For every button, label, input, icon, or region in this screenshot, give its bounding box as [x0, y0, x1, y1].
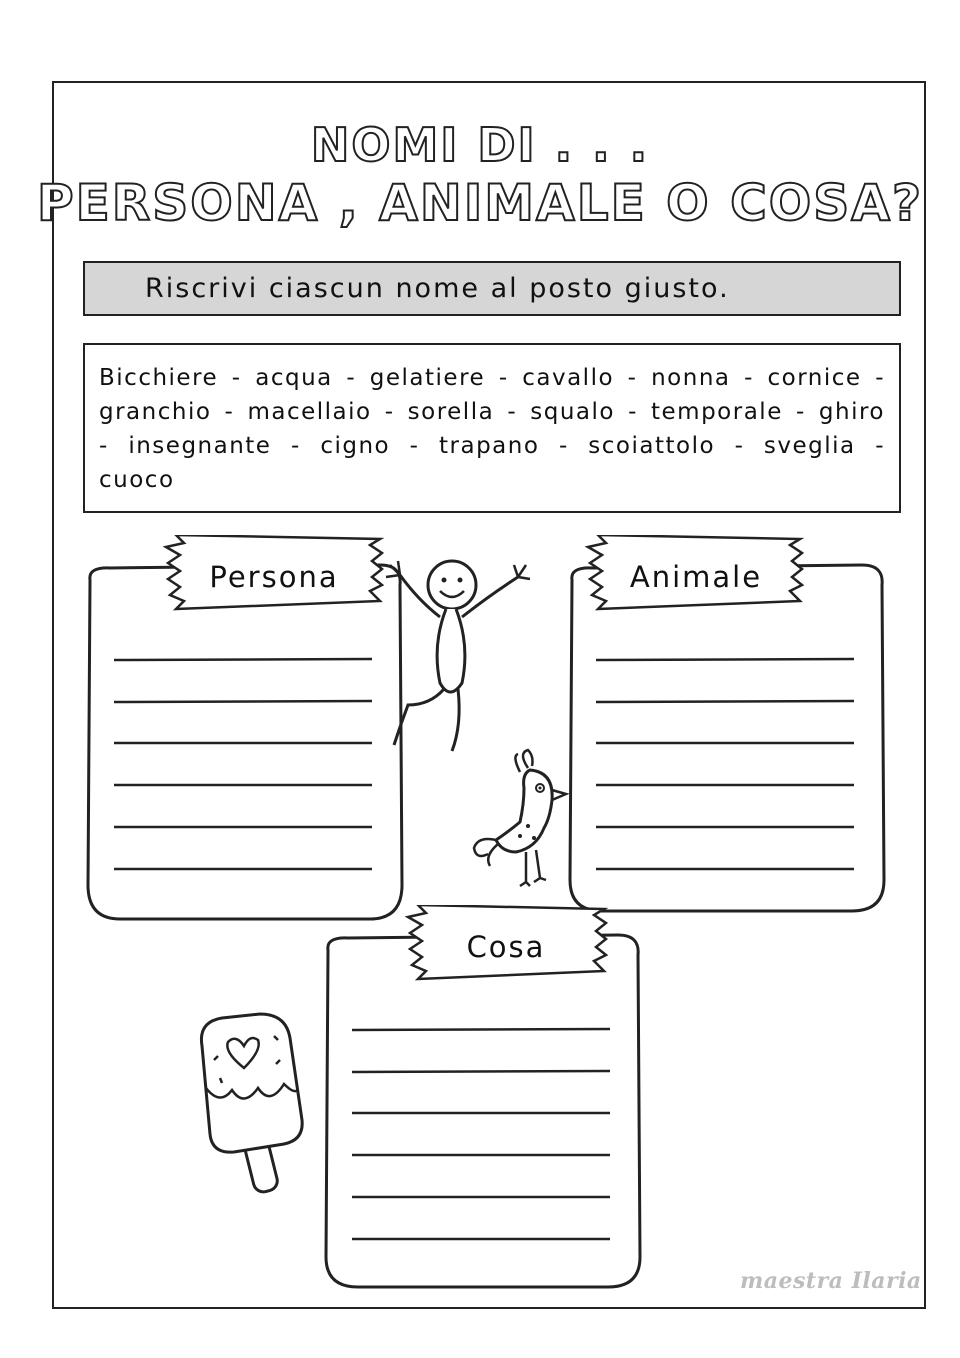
watermark: maestra Ilaria: [740, 1268, 922, 1294]
board-label-animale: Animale: [629, 560, 763, 594]
popsicle-icon: [190, 1010, 310, 1195]
board-persona: [80, 535, 410, 925]
title-line-2: PERSONA , ANIMALE O COSA?: [36, 174, 923, 232]
word-bank: Bicchiere - acqua - gelatiere - cavallo - nonna - cornice - granchio - macellaio - sorella - squalo - temporale - ghiro - insegnante - cigno - trapano - scoiattolo - sveglia - cuoco: [83, 343, 901, 513]
board-label-persona: Persona: [209, 560, 339, 594]
board-cosa: [318, 905, 648, 1290]
instruction-bar: Riscrivi ciascun nome al posto giusto.: [83, 261, 901, 316]
stick-figure-icon: [380, 555, 540, 765]
board-animale: [562, 535, 892, 915]
board-label-cosa: Cosa: [466, 930, 546, 964]
bird-icon: [468, 748, 578, 893]
title-line-1: NOMI DI . . .: [310, 118, 650, 172]
